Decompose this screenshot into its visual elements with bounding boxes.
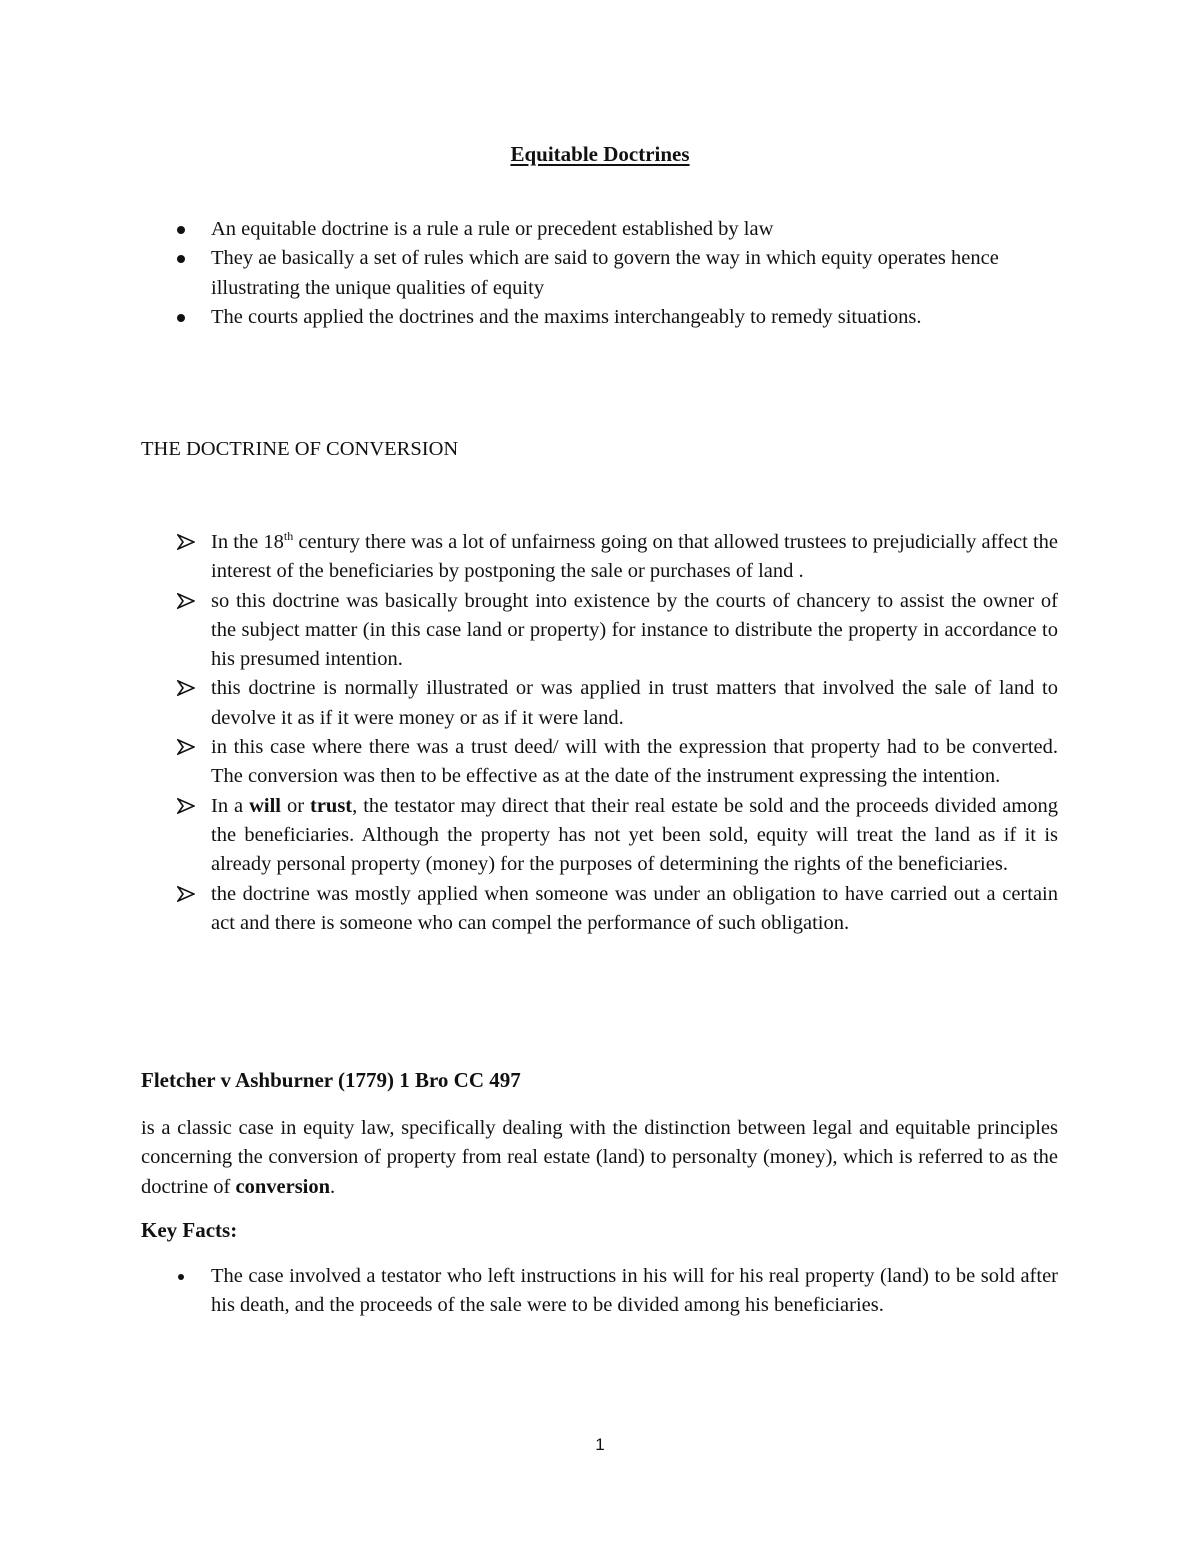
list-item: The case involved a testator who left instructions in his will for his real property (land) to be sold after his death, and the proceeds of the sale were to be divided among his beneficiaries.	[141, 1262, 1058, 1321]
list-item: so this doctrine was basically brought into existence by the courts of chancery to assist the owner of the subject matter (in this case land or property) for instance to distribute the property in accordance to his presumed intention.	[141, 587, 1058, 675]
list-item: An equitable doctrine is a rule a rule or precedent established by law	[141, 215, 1058, 244]
case-heading: Fletcher v Ashburner (1779) 1 Bro CC 497	[141, 1068, 521, 1092]
arrow-bullet-icon	[177, 886, 195, 902]
list-item: In a will or trust, the testator may direct that their real estate be sold and the proceeds divided among the beneficiaries. Although the property has not yet been sold, equity will treat the land as if it is already personal property (money) for the purposes of determining the rights of the beneficiaries.	[141, 792, 1058, 880]
document-title: Equitable Doctrines	[510, 142, 690, 166]
list-item: They ae basically a set of rules which are said to govern the way in which equity operates hence illustrating the unique qualities of equity	[141, 244, 1058, 303]
list-item: In the 18th century there was a lot of unfairness going on that allowed trustees to prejudicially affect the interest of the beneficiaries by postponing the sale or purchases of land .	[141, 528, 1058, 587]
page-number: 1	[595, 1435, 605, 1454]
key-facts-heading: Key Facts:	[141, 1218, 238, 1242]
intro-bullet-list	[141, 215, 1058, 332]
conversion-bullet-list	[141, 528, 1058, 938]
arrow-bullet-icon	[177, 593, 195, 609]
arrow-bullet-icon	[177, 739, 195, 755]
list-item: in this case where there was a trust deed/ will with the expression that property had to be converted. The conversion was then to be effective as at the date of the instrument expressing the intention.	[141, 733, 1058, 792]
bullet-dot-icon	[177, 255, 185, 263]
arrow-bullet-icon	[177, 534, 195, 550]
list-item: The courts applied the doctrines and the maxims interchangeably to remedy situations.	[141, 303, 1058, 332]
bullet-dot-icon	[177, 226, 185, 234]
case-paragraph: is a classic case in equity law, specifically dealing with the distinction between legal and equitable principles concerning the conversion of property from real estate (land) to personalty (money), which is referred to as the doctrine of conversion.	[141, 1117, 1058, 1198]
arrow-bullet-icon	[177, 680, 195, 696]
section-heading: THE DOCTRINE OF CONVERSION	[141, 438, 459, 460]
key-facts-list	[141, 1262, 1058, 1321]
bullet-dot-icon	[177, 314, 185, 322]
list-item: this doctrine is normally illustrated or was applied in trust matters that involved the sale of land to devolve it as if it were money or as if it were land.	[141, 674, 1058, 733]
list-item: the doctrine was mostly applied when someone was under an obligation to have carried out a certain act and there is someone who can compel the performance of such obligation.	[141, 880, 1058, 939]
bullet-dot-icon	[178, 1274, 184, 1280]
arrow-bullet-icon	[177, 798, 195, 814]
